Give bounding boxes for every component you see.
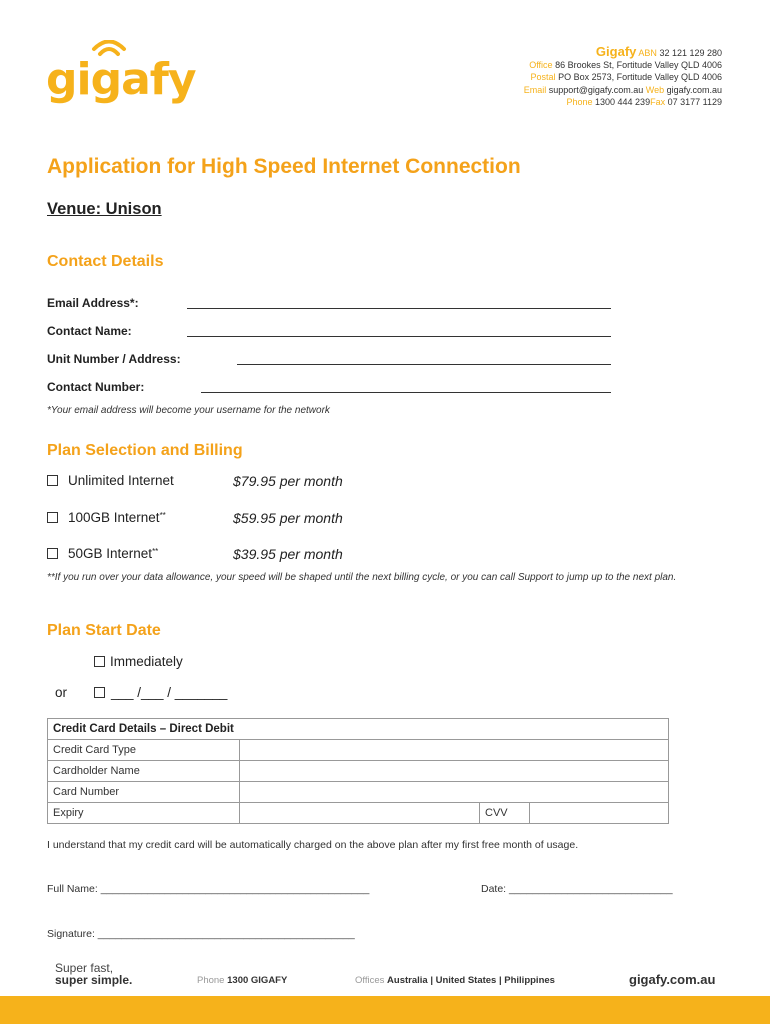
- full-name-row: [47, 883, 369, 895]
- venue-heading: Venue: Unison: [47, 200, 162, 218]
- footer-tagline: Super fast, super simple.: [55, 961, 133, 987]
- plan-price-100gb: $59.95 per month: [233, 510, 343, 526]
- full-name-field[interactable]: ______________________________________________: [100, 883, 370, 895]
- footer-bar: [0, 996, 770, 1024]
- contact-number-field[interactable]: [201, 392, 611, 393]
- card-number-field[interactable]: [240, 782, 669, 803]
- signature-field[interactable]: ____________________________________________: [97, 928, 355, 940]
- signature-label: Signature:: [47, 928, 95, 940]
- signature-row: [47, 928, 355, 940]
- support-email: support@gigafy.com.au: [548, 84, 644, 95]
- or-label: or: [55, 685, 68, 700]
- cvv-label: CVV: [480, 803, 530, 824]
- checkbox-icon[interactable]: [47, 548, 58, 559]
- page-title: Application for High Speed Internet Connection: [47, 155, 521, 178]
- agreement-text: I understand that my credit card will be automatically charged on the above plan after my first free month of usage.: [47, 839, 579, 851]
- expiry-field[interactable]: [240, 803, 480, 824]
- web-address: gigafy.com.au: [666, 84, 722, 95]
- card-number-label: Card Number: [48, 782, 240, 803]
- company-contact-block: Gigafy ABN 32 121 129 280 Office 86 Brookes St, Fortitude Valley QLD 4006 Postal PO Box 2573, Fortitude Valley QLD 4006 Email support@gigafy.com.au Web gigafy.com.au Phone 1300 444 239Fax 07 3177 1129: [523, 44, 722, 107]
- phone-number: 1300 444 239: [595, 96, 651, 107]
- contact-name-field[interactable]: [187, 336, 611, 337]
- footer-phone: Phone 1300 GIGAFY: [197, 975, 288, 986]
- footer-offices: Offices Australia | United States | Philippines: [355, 975, 555, 986]
- postal-address: PO Box 2573, Fortitude Valley QLD 4006: [558, 72, 722, 83]
- start-immediately-option[interactable]: Immediately: [94, 654, 183, 669]
- date-field[interactable]: ____________________________: [509, 883, 673, 895]
- footer-url: gigafy.com.au: [629, 972, 716, 987]
- plan-option-unlimited[interactable]: Unlimited Internet: [47, 473, 174, 488]
- contact-details-heading: Contact Details: [47, 253, 164, 270]
- cardholder-field[interactable]: [240, 761, 669, 782]
- checkbox-icon[interactable]: [94, 656, 105, 667]
- credit-card-heading: Credit Card Details – Direct Debit: [48, 719, 669, 740]
- email-label: Email Address*:: [47, 296, 139, 310]
- plan-option-50gb[interactable]: 50GB Internet**: [47, 546, 158, 561]
- email-note: *Your email address will become your username for the network: [47, 405, 330, 416]
- unit-address-label: Unit Number / Address:: [47, 352, 181, 366]
- brand-name: Gigafy: [595, 44, 637, 59]
- unit-address-field[interactable]: [237, 364, 611, 365]
- checkbox-icon[interactable]: [47, 475, 58, 486]
- plan-price-50gb: $39.95 per month: [233, 546, 343, 562]
- card-type-label: Credit Card Type: [48, 740, 240, 761]
- checkbox-icon[interactable]: [47, 512, 58, 523]
- plan-price-unlimited: $79.95 per month: [233, 473, 343, 489]
- gigafy-logo-wordmark: gigafy: [46, 54, 196, 105]
- contact-number-label: Contact Number:: [47, 380, 145, 394]
- expiry-label: Expiry: [48, 803, 240, 824]
- card-type-field[interactable]: [240, 740, 669, 761]
- plan-option-100gb[interactable]: 100GB Internet**: [47, 510, 166, 525]
- date-label: Date:: [481, 883, 507, 895]
- office-address: 86 Brookes St, Fortitude Valley QLD 4006: [555, 60, 722, 71]
- plan-selection-heading: Plan Selection and Billing: [47, 442, 243, 459]
- cardholder-label: Cardholder Name: [48, 761, 240, 782]
- start-date-option[interactable]: [94, 685, 227, 700]
- start-date-field[interactable]: ___ /___ / _______: [111, 685, 228, 700]
- credit-card-table: [47, 718, 669, 824]
- fax-number: 07 3177 1129: [667, 96, 722, 107]
- checkbox-icon[interactable]: [94, 687, 105, 698]
- plan-start-heading: Plan Start Date: [47, 622, 161, 639]
- full-name-label: Full Name:: [47, 883, 98, 895]
- abn-value: 32 121 129 280: [659, 48, 722, 58]
- email-field[interactable]: [187, 308, 611, 309]
- data-allowance-note: **If you run over your data allowance, your speed will be shaped until the next billing cycle, or you can call Support to jump up to the next plan.: [47, 572, 677, 583]
- cvv-field[interactable]: [530, 803, 669, 824]
- contact-name-label: Contact Name:: [47, 324, 132, 338]
- date-row: [481, 883, 673, 895]
